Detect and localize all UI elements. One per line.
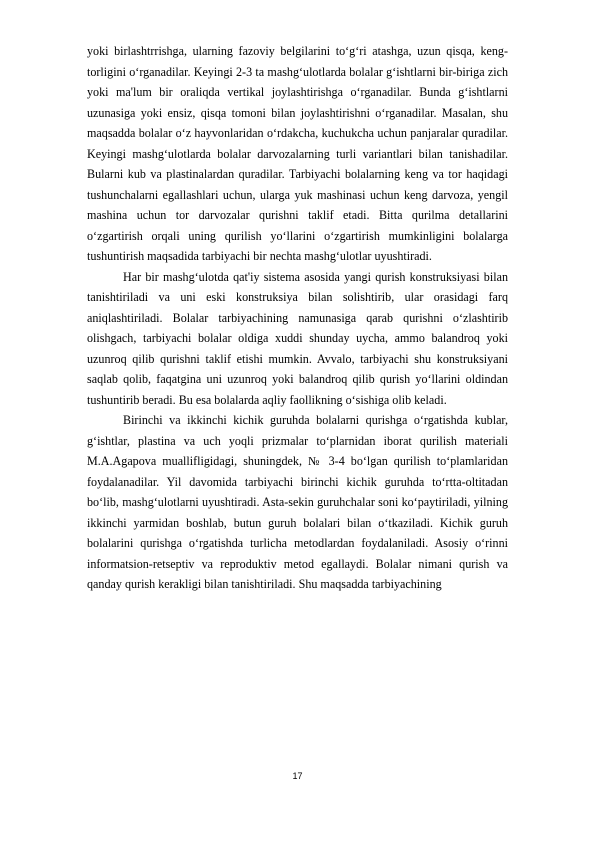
paragraph-3: Birinchi va ikkinchi kichik guruhda bolalarni qurishga o‘rgatishda kublar, g‘ishtlar, plastina va uch yoqli prizmalar to‘plarnidan iborat qurilish materiali M.A.Agapova muallifligidagi, shuningdek, № 3-4 bo‘lgan qurilish to‘plamlaridan foydalanadilar. Yil davomida tarbiyachi birinchi kichik guruhda to‘rtta-oltitadan bo‘lib, mashg‘ulotlarni uyushtiradi. Asta-sekin guruhchalar soni ko‘paytiriladi, yilning ikkinchi yarmidan boshlab, butun guruh bolalari bilan o‘tkaziladi. Kichik guruh bolalarini qurishga o‘rgatishda turlicha metodlardan foydalaniladi. Asosiy o‘rinni informatsion-retseptiv va reproduktiv metod egallaydi. Bolalar nimani qurish va qanday qurish kerakligi bilan tanishtiriladi. Shu maqsadda tarbiyachining bbox=[87, 413, 508, 591]
document-page bbox=[87, 41, 508, 595]
paragraph-1: yoki birlashtrrishga, ularning fazoviy belgilarini to‘g‘ri atashga, uzun qisqa, keng-torligini o‘rganadilar. Keyingi 2-3 ta mashg‘ulotlarda bolalar g‘ishtlarni bir-biriga zich yoki ma'lum bir oraliqda vertikal joylashtirishga o‘rganadilar. Bunda g‘ishtlarni uzunasiga yoki ensiz, qisqa tomoni bilan joylashtirishni o‘rganadilar. Masalan, shu maqsadda bolalar o‘z hayvonlaridan o‘rdakcha, kuchukcha uchun panjaralar quradilar. Keyingi mashg‘ulotlarda bolalar darvozalarning turli variantlari bilan tanishadilar. Bularni kub va plastinalardan quradilar. Tarbiyachi bolalarning keng va tor haqidagi tushunchalarni egallashlari uchun, ularga yuk mashinasi uchun keng darvoza, yengil mashina uchun tor darvozalar qurishni taklif etadi. Bitta qurilma detallarini o‘zgartirish orqali uning qurilish yo‘llarini o‘zgartirish mumkinligini bolalarga tushuntirish maqsadida tarbiyachi bir nechta mashg‘ulotlar uyushtiradi. bbox=[87, 44, 508, 263]
paragraph-2: Har bir mashg‘ulotda qat'iy sistema asosida yangi qurish konstruksiyasi bilan tanishtiriladi va uni eski konstruksiya bilan solishtirib, ular orasidagi farq aniqlashtiriladi. Bolalar tarbiyachining namunasiga qarab qurishni o‘zlashtirib olishgach, tarbiyachi bolalar oldiga xuddi shunday uycha, ammo balandroq yoki uzunroq qilib qurishni taklif etishi mumkin. Avvalo, tarbiyachi shu konstruksiyani saqlab qolib, faqatgina uni uzunroq yoki balandroq qilib qurish yo‘llarini oldindan tushuntirib beradi. Bu esa bolalarda aqliy faollikning o‘sishiga olib keladi. bbox=[87, 269, 508, 407]
page-number: 17 bbox=[292, 771, 303, 781]
